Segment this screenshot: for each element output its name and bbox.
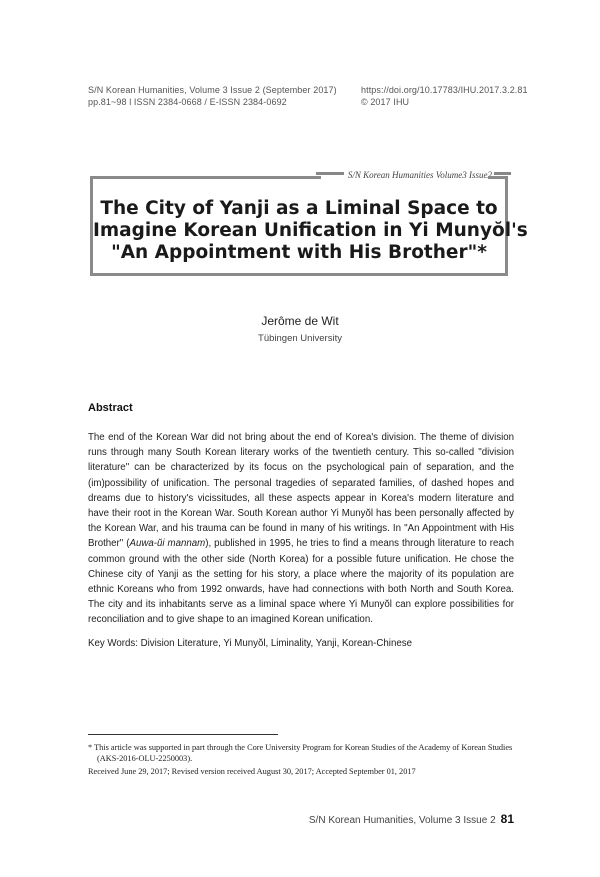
header-journal-issue: S/N Korean Humanities, Volume 3 Issue 2 (September 2017) [88,85,337,95]
author-name: Jerôme de Wit [261,314,339,328]
header-citation [88,84,337,108]
abstract-body [88,430,514,628]
title-line: Imagine Korean Unification in Yi Munyŏl's [93,220,528,241]
abstract-text: The end of the Korean War did not bring about the end of Korea's division. The theme of division runs through many South Korean literary works of the twentieth century. This so-called "division literature" can be characterized by its focus on the psychological pain of separation, and the (im)possibility of unification. The personal tragedies of separated families, of dashed hopes and dreams due to history's vicissitudes, all these aspects appear in Korea's modern literature and have their root in the Korean War. South Korean author Yi Munyŏl has been personally affected by the Korean War, and his trauma can be found in many of his writings. In "An Appointment with His Brother" ( [88,432,514,550]
title-line: "An Appointment with His Brother"* [111,242,487,263]
footnote-divider [88,734,278,735]
footnote [88,742,518,764]
header-pages-issn: pp.81~98 l ISSN 2384-0668 / E-ISSN 2384-0692 [88,97,287,107]
title-frame [90,176,528,276]
journal-label-rule-right [494,172,511,175]
journal-label: S/N Korean Humanities Volume3 Issue2 [347,170,492,180]
title-line: The City of Yanji as a Liminal Space to [100,198,498,219]
page-footer [309,812,514,826]
abstract-heading: Abstract [88,402,133,414]
abstract-text: ), published in 1995, he tries to find a means through literature to reach common ground with the other side (North Korea) for a possible future unification. He chose the Chinese city of Yanji as the setting for his story, a place where the majority of its population are ethnic Koreans who from 1992 onwards, have had connections with both North and South Korea. The city and its inhabitants serve as a liminal space where Yi Munyŏl can explore possibilities for reconciliation and to give shape to an imagined Korean unification. [88,538,515,626]
footnote-funding: * This article was supported in part through the Core University Program for Korean Studies of the Academy of Korean Studies (AKS-2016-OLU-2250003). [88,743,513,763]
footnote-received-dates: Received June 29, 2017; Revised version received August 30, 2017; Accepted September 01, 2017 [88,767,416,776]
paper-title [93,198,528,264]
page-number: 81 [500,812,514,826]
header-copyright: © 2017 IHU [361,97,410,107]
header-doi-link[interactable]: https://doi.org/10.17783/IHU.2017.3.2.81 [361,85,528,95]
header-doi-block [361,84,528,108]
keywords: Key Words: Division Literature, Yi Munyŏl, Liminality, Yanji, Korean-Chinese [88,638,412,649]
journal-label-rule-left [316,172,344,175]
abstract-italic-title: Auwa-ŭi mannam [129,538,206,550]
footer-journal: S/N Korean Humanities, Volume 3 Issue 2 [308,815,496,826]
author-affiliation: Tübingen University [258,333,342,344]
